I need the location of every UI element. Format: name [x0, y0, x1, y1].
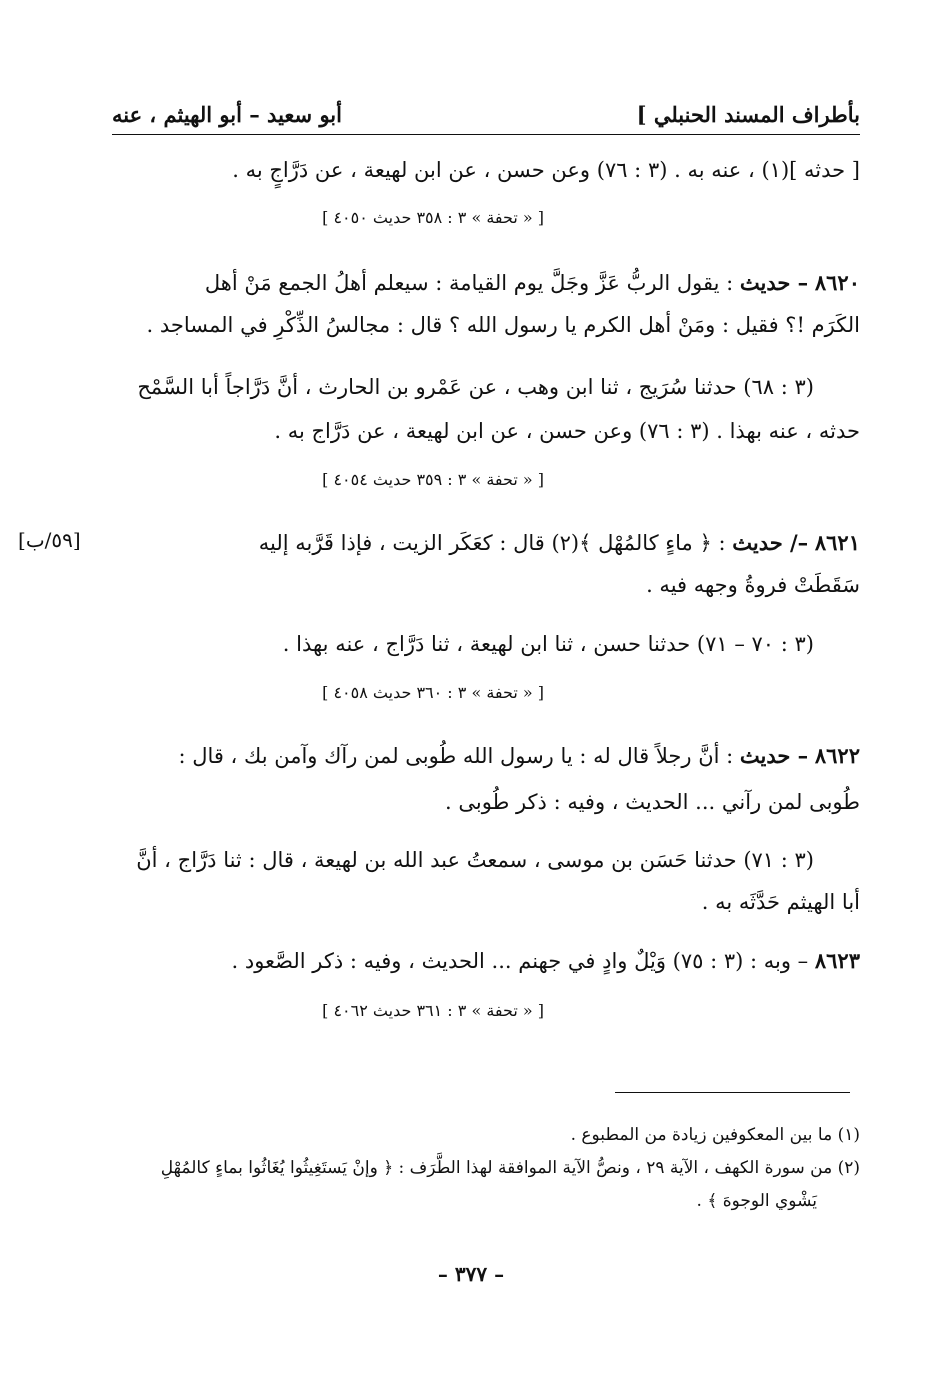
hadith-8620-line1: [112, 272, 860, 294]
hadith-text: : ﴿ ماءٍ كالمُهْل ﴾(٢) قال : كعَكَر الزيت ، فإذا قَرَّبه إليه: [258, 531, 726, 555]
hadith-text: : يقول الربُّ عَزَّ وجَلَّ يوم القيامة : سيعلم أهلُ الجمع مَنْ أهل: [204, 271, 734, 295]
hadith-number: ٨٦٢٢: [814, 743, 860, 768]
hadith-heading: – حديث: [739, 270, 809, 295]
footnote-2-line1: (٢) من سورة الكهف ، الآية ٢٩ ، ونصُّ الآية الموافقة لهذا الطَّرَف : ﴿ وإنْ يَستَغِيثُوا يُغَاثُوا بماءٍ كالمُهْلِ: [160, 1158, 860, 1178]
continuation-line: [ حدثه ](١) ، عنه به . (٣ : ٧٦) وعن حسن ، عن ابن لهيعة ، عن دَرَّاجٍ به .: [232, 158, 860, 182]
hadith-number: ٨٦٢١: [814, 530, 860, 555]
hadith-8621-line2: سَقَطَتْ فروةُ وجهه فيه .: [646, 573, 860, 597]
manuscript-folio-note: [٥٩/ب]: [18, 528, 81, 552]
tuhfa-reference: [ « تحفة » ٣ : ٣٦٠ حديث ٤٠٥٨ ]: [322, 683, 544, 702]
tuhfa-reference: [ « تحفة » ٣ : ٣٦١ حديث ٤٠٦٢ ]: [322, 1001, 544, 1020]
hadith-text: : أنَّ رجلاً قال له : يا رسول الله طُوبى لمن رآك وآمن بك ، قال :: [178, 744, 734, 768]
hadith-8621-isnad1: (٣ : ٧٠ – ٧١) حدثنا حسن ، ثنا ابن لهيعة ، ثنا دَرَّاج ، عنه بهذا .: [282, 632, 814, 656]
hadith-8620-isnad2: حدثه ، عنه بهذا . (٣ : ٧٦) وعن حسن ، عن ابن لهيعة ، عن دَرَّاج به .: [274, 419, 860, 443]
hadith-8622-isnad2: أبا الهيثم حَدَّثَه به .: [701, 890, 860, 914]
hadith-8621-line1: [112, 532, 860, 554]
header-book-title: بأطراف المسند الحنبلي ]: [636, 101, 860, 127]
hadith-8622-line1: [112, 745, 860, 767]
tuhfa-reference: [ « تحفة » ٣ : ٣٥٨ حديث ٤٠٥٠ ]: [322, 208, 544, 227]
hadith-heading: – حديث: [739, 743, 809, 768]
footnote-rule: [615, 1092, 850, 1093]
hadith-number: ٨٦٢٠: [814, 270, 860, 295]
footnote-2-line2: يَشْوي الوجوهَ ﴾ .: [696, 1191, 817, 1211]
header-rule: [112, 134, 860, 135]
hadith-number: ٨٦٢٣: [814, 948, 860, 973]
hadith-8622-line2: طُوبى لمن رآني ... الحديث ، وفيه : ذكر طُوبى .: [445, 790, 860, 814]
hadith-8623-line1: [112, 950, 860, 972]
header-section-title: أبو سعيد – أبو الهيثم ، عنه: [112, 101, 342, 127]
footnote-1: (١) ما بين المعكوفين زيادة من المطبوع .: [570, 1125, 860, 1145]
hadith-heading: –/ حديث: [732, 530, 809, 555]
page-number: – ٣٧٧ –: [437, 1262, 505, 1286]
hadith-8620-line2: الكَرَم !؟ فقيل : ومَنْ أهل الكرم يا رسول الله ؟ قال : مجالسُ الذِّكْرِ في المساجد .: [146, 313, 860, 337]
hadith-8620-isnad1: (٣ : ٦٨) حدثنا سُرَيج ، ثنا ابن وهب ، عن عَمْرو بن الحارث ، أنَّ دَرَّاجاً أبا السَّمْح: [137, 375, 814, 399]
tuhfa-reference: [ « تحفة » ٣ : ٣٥٩ حديث ٤٠٥٤ ]: [322, 470, 544, 489]
hadith-8622-isnad1: (٣ : ٧١) حدثنا حَسَن بن موسى ، سمعتُ عبد الله بن لهيعة ، قال : ثنا دَرَّاج ، أنَّ: [136, 848, 814, 872]
hadith-text: – وبه : (٣ : ٧٥) وَيْلٌ وادٍ في جهنم ... الحديث ، وفيه : ذكر الصَّعود .: [231, 949, 809, 973]
running-header: [112, 96, 860, 132]
